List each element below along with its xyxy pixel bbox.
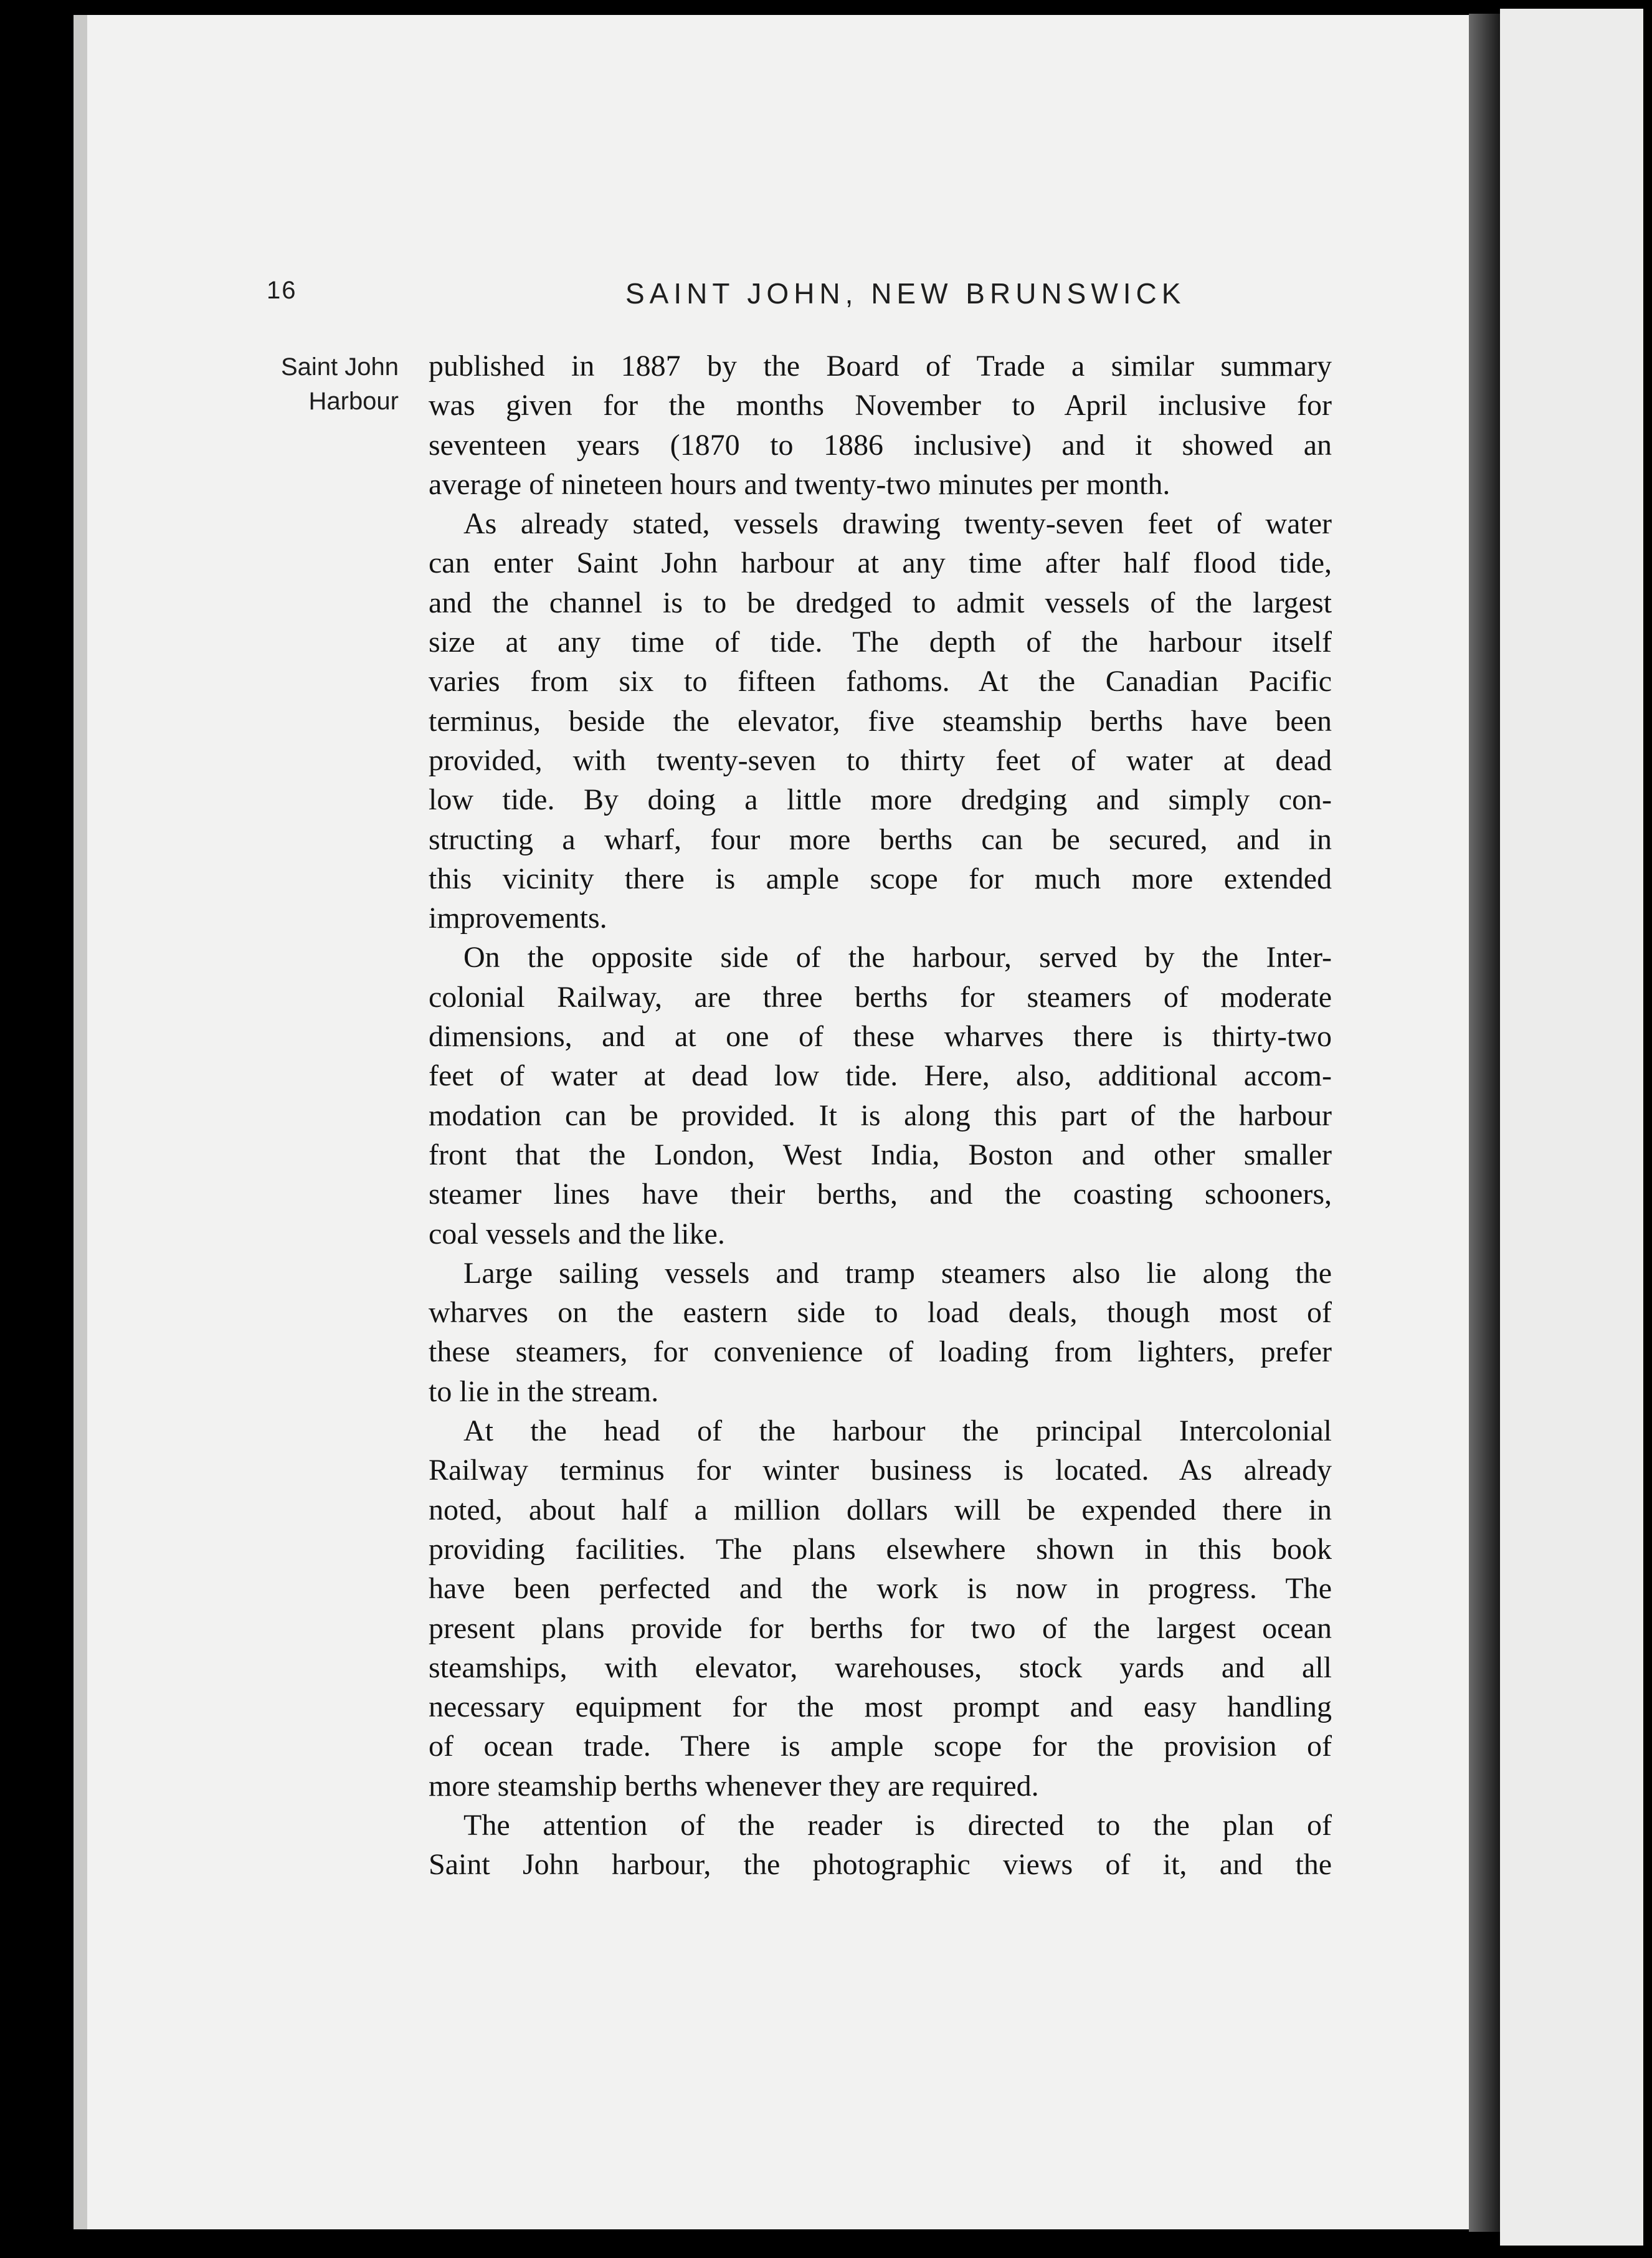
- text-line: this vicinity there is ample scope for much more extended: [429, 862, 1332, 895]
- text-line: seventeen years (1870 to 1886 inclusive) and it showed an: [429, 428, 1332, 462]
- text-line: feet of water at dead low tide. Here, also, additional accom-: [429, 1059, 1332, 1093]
- text-line: providing facilities. The plans elsewhere shown in this book: [429, 1532, 1332, 1566]
- text-line: The attention of the reader is directed to the plan of: [463, 1808, 1332, 1842]
- text-line: of ocean trade. There is ample scope for the provision of: [429, 1730, 1332, 1763]
- text-line: present plans provide for berths for two of the largest ocean: [429, 1611, 1332, 1645]
- text-line: steamer lines have their berths, and the coasting schooners,: [429, 1178, 1332, 1211]
- text-line: At the head of the harbour the principal Intercolonial: [463, 1414, 1332, 1448]
- paragraph: [429, 504, 1332, 938]
- margin-note: [249, 350, 399, 419]
- text-line: improvements.: [429, 902, 607, 935]
- text-line: Large sailing vessels and tramp steamers also lie along the: [463, 1256, 1332, 1290]
- running-head: SAINT JOHN, NEW BRUNSWICK: [625, 277, 1186, 310]
- page-header: [0, 277, 1652, 314]
- text-line: and the channel is to be dredged to admit vessels of the largest: [429, 586, 1332, 619]
- text-line: varies from six to fifteen fathoms. At the Canadian Pacific: [429, 665, 1332, 698]
- margin-note-line: Harbour: [308, 388, 399, 415]
- text-line: front that the London, West India, Boston and other smaller: [429, 1138, 1332, 1171]
- text-line: colonial Railway, are three berths for steamers of moderate: [429, 980, 1332, 1014]
- text-line: Saint John harbour, the photographic views of it, and the: [429, 1848, 1332, 1882]
- text-line: size at any time of tide. The depth of the harbour itself: [429, 626, 1332, 659]
- text-line: As already stated, vessels drawing twenty-seven feet of water: [463, 507, 1332, 541]
- text-line: coal vessels and the like.: [429, 1217, 725, 1250]
- text-line: dimensions, and at one of these wharves there is thirty-two: [429, 1020, 1332, 1054]
- text-line: to lie in the stream.: [429, 1374, 659, 1408]
- text-line: these steamers, for convenience of loading from lighters, prefer: [429, 1335, 1332, 1369]
- text-line: structing a wharf, four more berths can be secured, and in: [429, 822, 1332, 856]
- text-line: necessary equipment for the most prompt and easy handling: [429, 1690, 1332, 1724]
- text-line: low tide. By doing a little more dredging and simply con-: [429, 783, 1332, 817]
- text-line: provided, with twenty-seven to thirty feet of water at dead: [429, 743, 1332, 777]
- text-line: have been perfected and the work is now in progress. The: [429, 1572, 1332, 1606]
- page-number: 16: [267, 277, 297, 304]
- text-line: modation can be provided. It is along this part of the harbour: [429, 1098, 1332, 1132]
- text-line: terminus, beside the elevator, five steamship berths have been: [429, 704, 1332, 738]
- paragraph: [429, 1411, 1332, 1806]
- paragraph: [429, 1254, 1332, 1411]
- page-gutter-shadow: [1469, 14, 1500, 2232]
- text-line: On the opposite side of the harbour, served by the Inter-: [463, 941, 1332, 974]
- margin-note-line: Saint John: [280, 353, 399, 381]
- paragraph: [429, 1806, 1332, 1885]
- body-text: [429, 346, 1332, 1885]
- text-line: more steamship berths whenever they are required.: [429, 1769, 1039, 1803]
- paragraph: [429, 938, 1332, 1253]
- text-line: steamships, with elevator, warehouses, stock yards and all: [429, 1651, 1332, 1684]
- text-line: can enter Saint John harbour at any time after half flood tide,: [429, 546, 1332, 580]
- text-line: noted, about half a million dollars will be expended there in: [429, 1493, 1332, 1527]
- text-line: Railway terminus for winter business is located. As already: [429, 1454, 1332, 1487]
- text-line: was given for the months November to April inclusive for: [429, 389, 1332, 422]
- text-line: average of nineteen hours and twenty-two minutes per month.: [429, 467, 1170, 501]
- paragraph: [429, 346, 1332, 504]
- text-line: wharves on the eastern side to load deals, though most of: [429, 1296, 1332, 1330]
- adjacent-page-edge: [1500, 9, 1643, 2246]
- text-line: published in 1887 by the Board of Trade a similar summary: [429, 350, 1332, 383]
